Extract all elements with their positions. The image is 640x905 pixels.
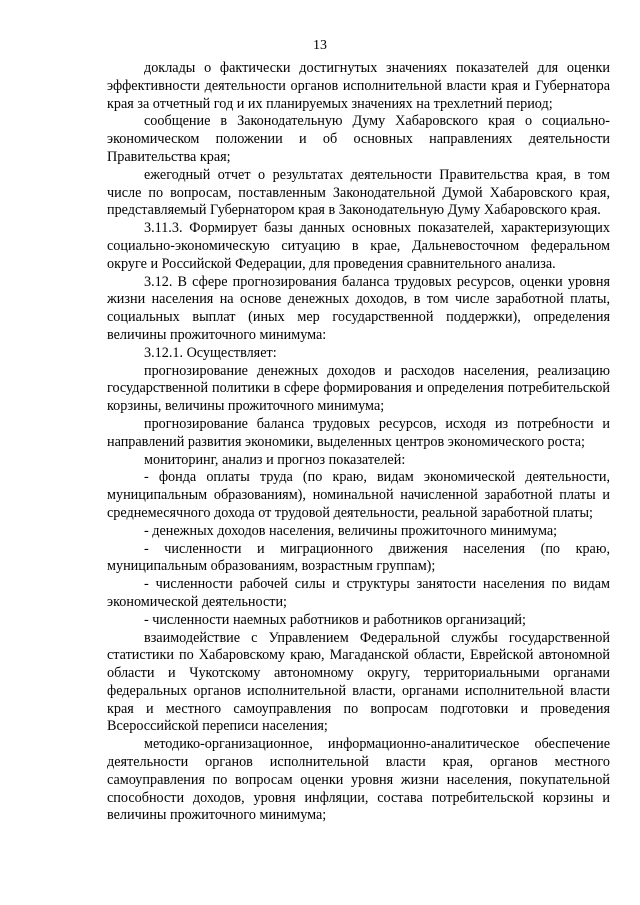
paragraph: доклады о фактически достигнутых значениях показателей для оценки эффективности деятельности органов исполнительной власти края и Губернатора края за отчетный год и их планируемых значениях на трехлетний период; (107, 60, 610, 112)
paragraph: взаимодействие с Управлением Федеральной службы государственной статистики по Хабаровскому краю, Магаданской области, Еврейской автономной области и Чукотскому автономному округу, территориальными органами федеральных органов исполнительной власти, органами исполнительной власти края и местного самоуправления по вопросам подготовки и проведения Всероссийской переписи населения; (107, 629, 610, 735)
paragraph: 3.12.1. Осуществляет: (144, 344, 277, 361)
paragraph: - денежных доходов населения, величины прожиточного минимума; (144, 522, 558, 539)
paragraph: - численности рабочей силы и структуры занятости населения по видам экономической деятельности; (107, 576, 610, 610)
document-body (107, 60, 610, 825)
paragraph: - численности наемных работников и работников организаций; (144, 611, 526, 628)
paragraph: ежегодный отчет о результатах деятельности Правительства края, в том числе по вопросам, поставленным Законодательной Думой Хабаровского края, представляемый Губернатором края в Законодательную Думу Хабаровского края. (107, 166, 610, 219)
paragraph: сообщение в Законодательную Думу Хабаровского края о социально-экономическом положении и об основных направлениях деятельности Правительства края; (107, 113, 610, 165)
paragraph: 3.12. В сфере прогнозирования баланса трудовых ресурсов, оценки уровня жизни населения на основе денежных доходов, в том числе заработной платы, социальных выплат (иных мер государственной поддержки), определения величины прожиточного минимума: (107, 273, 610, 343)
paragraph: методико-организационное, информационно-аналитическое обеспечение деятельности органов исполнительной власти края, органов местного самоуправления по вопросам оценки уровня жизни населения, покупательной способности доходов, уровня инфляции, состава потребительской корзины и величины прожиточного минимума; (107, 736, 610, 824)
page-number: 13 (313, 38, 327, 53)
paragraph: - численности и миграционного движения населения (по краю, муниципальным образованиям, возрастным группам); (107, 540, 610, 575)
paragraph: - фонда оплаты труда (по краю, видам экономической деятельности, муниципальным образованиям), номинальной начисленной заработной платы и среднемесячного дохода от трудовой деятельности, реальной заработной платы; (107, 469, 610, 521)
paragraph: мониторинг, анализ и прогноз показателей: (144, 451, 406, 468)
paragraph: прогнозирование баланса трудовых ресурсов, исходя из потребности и направлений развития экономики, выделенных центров экономического роста; (107, 415, 610, 450)
paragraph: прогнозирование денежных доходов и расходов населения, реализацию государственной политики в сфере формирования и определения потребительской корзины, величины прожиточного минимума; (107, 362, 610, 415)
paragraph: 3.11.3. Формирует базы данных основных показателей, характеризующих социально-экономическую ситуацию в крае, Дальневосточном федеральном округе и Российской Федерации, для проведения сравнительного анализа. (107, 220, 610, 272)
